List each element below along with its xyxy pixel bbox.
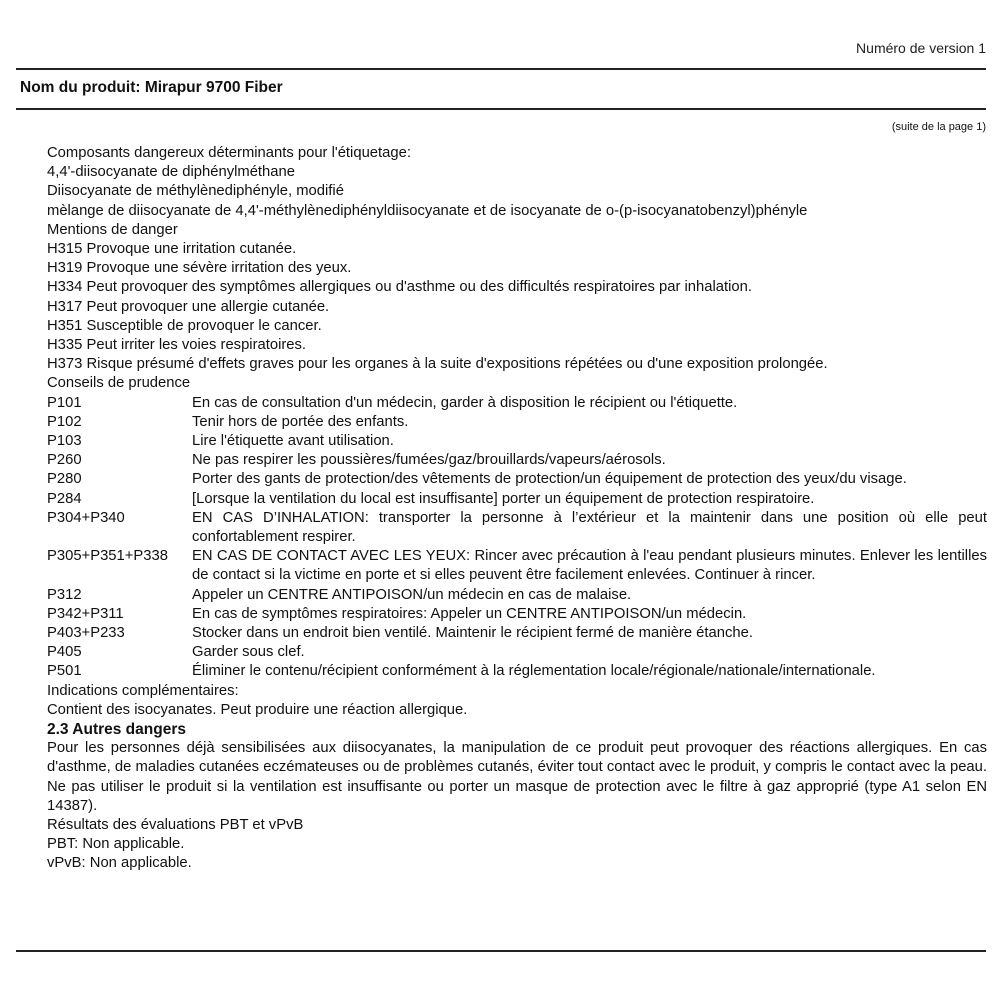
version-number: Numéro de version 1: [856, 40, 986, 56]
precautionary-text: Ne pas respirer les poussières/fumées/gaz/brouillards/vapeurs/aérosols.: [192, 452, 666, 469]
section-title: 2.3 Autres dangers: [47, 721, 186, 739]
vpvb-result: vPvB: Non applicable.: [47, 855, 192, 872]
product-name: Mirapur 9700 Fiber: [144, 79, 283, 96]
precautionary-row: [47, 547, 987, 585]
precautionary-row: [47, 490, 987, 509]
precautionary-text: EN CAS D’INHALATION: transporter la personne à l’extérieur et la maintenir dans une position où elle peut confortablement respirer.: [192, 509, 987, 546]
hazard-statement: H315 Provoque une irritation cutanée.: [47, 241, 297, 258]
component-item: 4,4'-diisocyanate de diphénylméthane: [47, 164, 295, 181]
precautionary-text: [Lorsque la ventilation du local est insuffisante] porter un équipement de protection respiratoire.: [192, 490, 815, 507]
precautionary-row: [47, 643, 987, 662]
precautionary-code: P280: [47, 471, 82, 488]
precautionary-heading: Conseils de prudence: [47, 375, 191, 392]
hazard-statement: H317 Peut provoquer une allergie cutanée.: [47, 298, 330, 315]
precautionary-text: En cas de symptômes respiratoires: Appeler un CENTRE ANTIPOISON/un médecin.: [192, 605, 747, 622]
precautionary-text: Stocker dans un endroit bien ventilé. Maintenir le récipient fermé de manière étanche.: [192, 625, 753, 642]
precautionary-code: P304+P340: [47, 509, 125, 526]
precautionary-code: P260: [47, 452, 82, 469]
precautionary-text: Tenir hors de portée des enfants.: [192, 413, 409, 430]
precautionary-row: [47, 432, 987, 451]
precautionary-row: [47, 586, 987, 605]
precautionary-code: P312: [47, 586, 82, 603]
component-item: mèlange de diisocyanate de 4,4'-méthylènediphényldiisocyanate et de isocyanate de o-(p-isocyanatobenzyl)phényle: [47, 202, 808, 219]
other-hazards-paragraph: Pour les personnes déjà sensibilisées aux diisocyanates, la manipulation de ce produit peut provoquer des réactions allergiques. En cas d'asthme, de maladies cutanées eczémateuses ou de problèmes cutanés, éviter tout contact avec le produit, y compris le contact avec la peau. Ne pas utiliser le produit si la ventilation est insuffisante ou porter un masque de protection avec le filtre à gaz approprié (type A1 selon EN 14387).: [47, 740, 987, 814]
precautionary-row: [47, 413, 987, 432]
pbt-heading: Résultats des évaluations PBT et vPvB: [47, 816, 304, 833]
hazard-statement: H334 Peut provoquer des symptômes allergiques ou d'asthme ou des difficultés respiratoires par inhalation.: [47, 279, 752, 296]
precautionary-row: [47, 605, 987, 624]
precautionary-code: P101: [47, 394, 82, 411]
precautionary-text: Porter des gants de protection/des vêtements de protection/un équipement de protection des yeux/du visage.: [192, 471, 907, 488]
precautionary-text: Lire l'étiquette avant utilisation.: [192, 433, 394, 450]
precautionary-row: [47, 509, 987, 547]
precautionary-row: [47, 451, 987, 470]
precautionary-code: P103: [47, 433, 82, 450]
precautionary-row: [47, 624, 987, 643]
precautionary-code: P342+P311: [47, 605, 124, 622]
header-divider: [16, 108, 986, 110]
product-name-line: [20, 79, 283, 97]
precautionary-row: [47, 394, 987, 413]
supplementary-heading: Indications complémentaires:: [47, 682, 239, 699]
document-body: [47, 144, 987, 874]
precautionary-code: P403+P233: [47, 625, 125, 642]
precautionary-code: P284: [47, 490, 82, 507]
hazard-statements-heading: Mentions de danger: [47, 221, 178, 238]
precautionary-text: Éliminer le contenu/récipient conformément à la réglementation locale/régionale/nationale/internationale.: [192, 663, 876, 680]
precautionary-row: [47, 662, 987, 681]
precautionary-text: Garder sous clef.: [192, 644, 305, 661]
component-item: Diisocyanate de méthylènediphényle, modifié: [47, 183, 344, 200]
precautionary-code: P405: [47, 644, 82, 661]
top-divider: [16, 68, 986, 70]
hazard-statement: H351 Susceptible de provoquer le cancer.: [47, 317, 322, 334]
supplementary-text: Contient des isocyanates. Peut produire une réaction allergique.: [47, 701, 468, 718]
precautionary-row: [47, 470, 987, 489]
precautionary-text: Appeler un CENTRE ANTIPOISON/un médecin en cas de malaise.: [192, 586, 632, 603]
hazard-statement: H335 Peut irriter les voies respiratoires.: [47, 337, 307, 354]
continuation-note: (suite de la page 1): [891, 121, 986, 133]
bottom-divider: [16, 950, 986, 952]
hazard-statement: H373 Risque présumé d'effets graves pour les organes à la suite d'expositions répétées ou d'une exposition prolongée.: [47, 356, 828, 373]
precautionary-code: P501: [47, 663, 82, 680]
precautionary-code: P305+P351+P338: [47, 548, 168, 565]
precautionary-text: EN CAS DE CONTACT AVEC LES YEUX: Rincer avec précaution à l'eau pendant plusieurs minutes. Enlever les lentilles de contact si la victime en porte et si elles peuvent être facilement enlevées. Continuer à rincer.: [192, 548, 987, 584]
precautionary-code: P102: [47, 413, 82, 430]
components-heading: Composants dangereux déterminants pour l'étiquetage:: [47, 145, 411, 161]
hazard-statement: H319 Provoque une sévère irritation des yeux.: [47, 260, 352, 277]
precautionary-text: En cas de consultation d'un médecin, garder à disposition le récipient ou l'étiquette.: [192, 394, 738, 411]
product-label: Nom du produit:: [20, 79, 141, 96]
pbt-result: PBT: Non applicable.: [47, 836, 185, 853]
